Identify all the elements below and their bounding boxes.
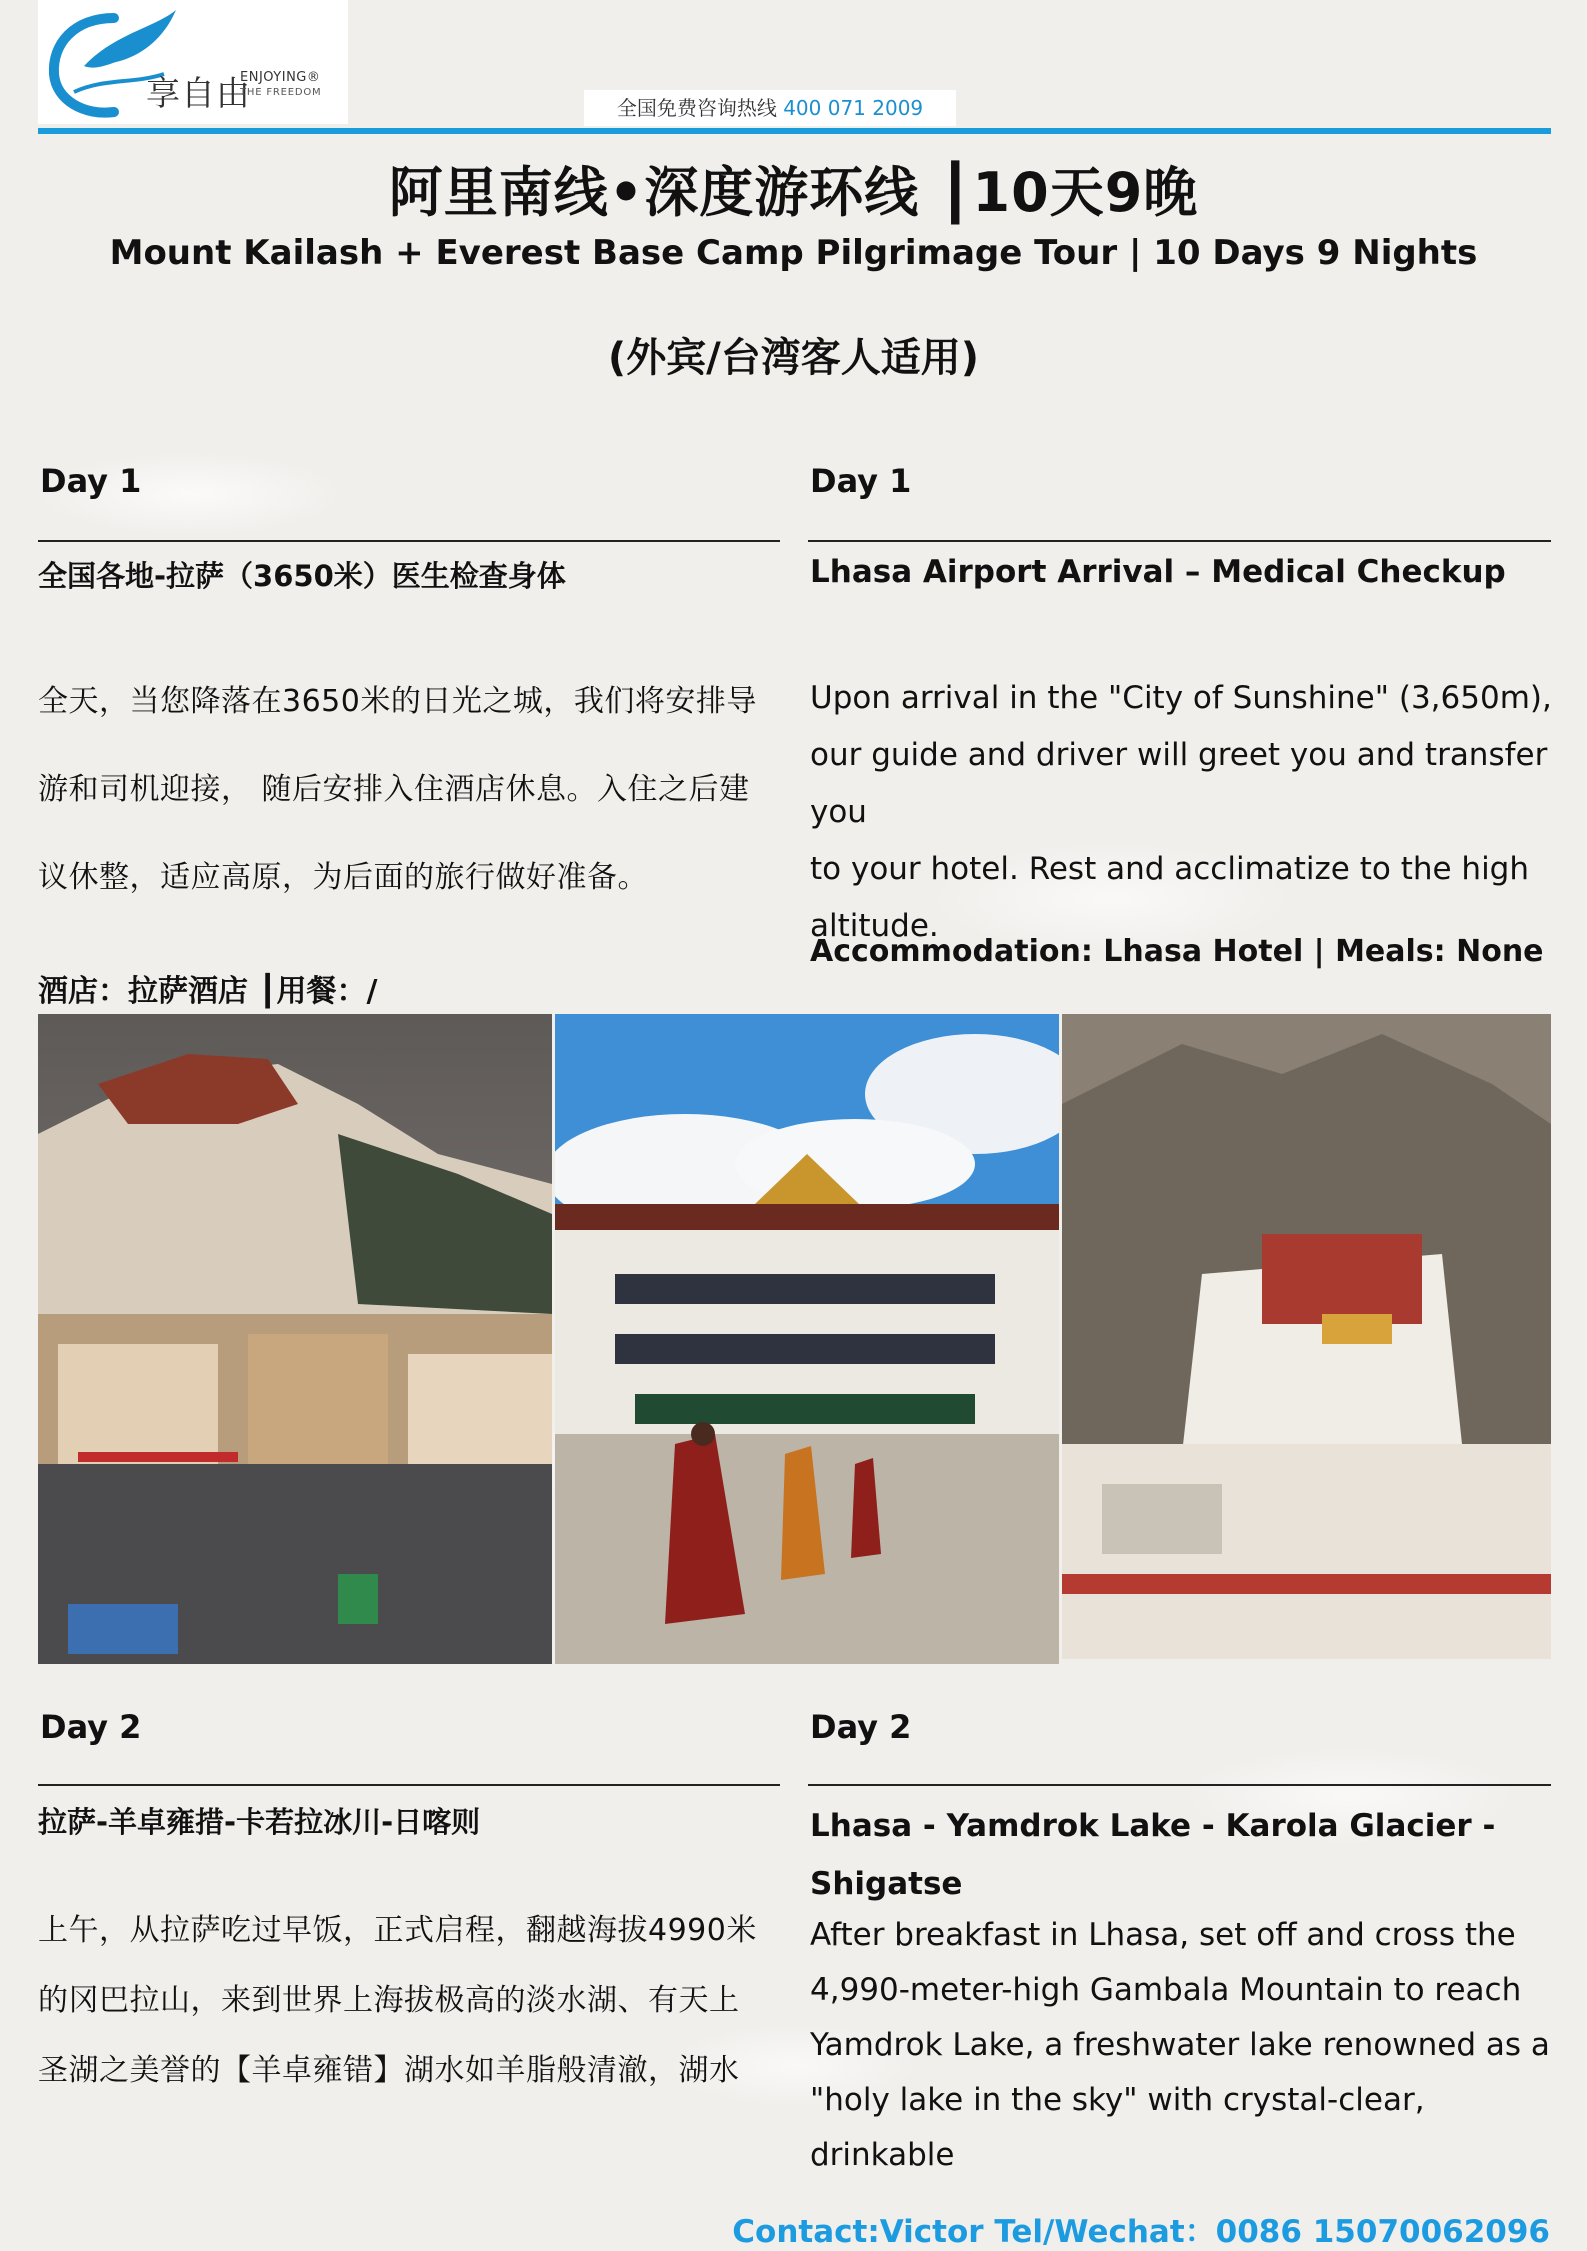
potala-city-image bbox=[38, 1014, 552, 1664]
day2-cn-divider bbox=[38, 1784, 780, 1786]
potala-palace-mountain-photo bbox=[1062, 1014, 1551, 1659]
day1-cn-line: 游和司机迎接， 随后安排入住酒店休息。入住之后建 bbox=[38, 772, 750, 807]
day2-cn-heading: 拉萨-羊卓雍措-卡若拉冰川-日喀则 bbox=[38, 1805, 481, 1839]
potala-city-photo bbox=[38, 1014, 552, 1664]
day2-cn-line: 圣湖之美誉的【羊卓雍错】湖水如羊脂般清澈，湖水 bbox=[38, 2053, 740, 2088]
day1-en-label: Day 1 bbox=[810, 462, 912, 500]
day2-cn-label: Day 2 bbox=[40, 1708, 142, 1746]
day2-en-line: Yamdrok Lake, a freshwater lake renowned as a bbox=[810, 2027, 1550, 2063]
day1-cn-heading: 全国各地-拉萨（3650米）医生检查身体 bbox=[38, 559, 566, 593]
day1-en-body bbox=[810, 670, 1555, 955]
day1-en-meals: Accommodation: Lhasa Hotel | Meals: None bbox=[810, 934, 1544, 969]
logo bbox=[38, 0, 348, 124]
day1-cn-label: Day 1 bbox=[40, 462, 142, 500]
day2-en-heading bbox=[810, 1796, 1495, 1914]
day1-en-heading: Lhasa Airport Arrival – Medical Checkup bbox=[810, 554, 1506, 590]
day2-en-label: Day 2 bbox=[810, 1708, 912, 1746]
day2-en-body bbox=[810, 1908, 1555, 2183]
day1-cn-meals: 酒店：拉萨酒店 ┃用餐：/ bbox=[38, 974, 378, 1009]
title-english: Mount Kailash + Everest Base Camp Pilgrimage Tour | 10 Days 9 Nights bbox=[109, 233, 1478, 273]
logo-chinese-name: 享自由 bbox=[146, 74, 251, 114]
day2-en-heading-line: Lhasa - Yamdrok Lake - Karola Glacier - bbox=[810, 1808, 1496, 1844]
contact-info[interactable]: Contact:Victor Tel/Wechat：0086 15070062096 bbox=[732, 2214, 1550, 2250]
logo-english-line1: ENJOYING® bbox=[240, 70, 321, 85]
day1-cn-line: 全天，当您降落在3650米的日光之城，我们将安排导 bbox=[38, 684, 757, 719]
day1-en-line: Upon arrival in the "City of Sunshine" (3,650m), bbox=[810, 680, 1552, 716]
logo-english-line2: THE FREEDOM bbox=[240, 87, 322, 98]
jokhang-temple-monks-photo bbox=[555, 1014, 1059, 1664]
day2-cn-line: 上午，从拉萨吃过早饭，正式启程，翻越海拔4990米 bbox=[38, 1913, 757, 1948]
day2-en-line: 4,990-meter-high Gambala Mountain to reach bbox=[810, 1972, 1522, 2008]
day1-cn-body bbox=[38, 658, 788, 922]
day2-en-heading-line: Shigatse bbox=[810, 1866, 963, 1902]
day2-en-line: "holy lake in the sky" with crystal-clear, drinkable bbox=[810, 2082, 1425, 2173]
jokhang-temple-image bbox=[555, 1014, 1059, 1664]
hotline-label: 全国免费咨询热线 bbox=[616, 96, 777, 120]
header-divider bbox=[38, 128, 1551, 134]
day2-en-line: After breakfast in Lhasa, set off and cross the bbox=[810, 1917, 1516, 1953]
day1-en-line: to your hotel. Rest and acclimatize to the high bbox=[810, 851, 1530, 887]
audience-note: (外宾/台湾客人适用) bbox=[607, 335, 980, 381]
day2-cn-body bbox=[38, 1896, 798, 2106]
hotline-number[interactable]: 400 071 2009 bbox=[783, 96, 924, 120]
day1-cn-divider bbox=[38, 540, 780, 542]
day1-en-line: altitude. bbox=[810, 908, 939, 944]
hotline-banner bbox=[584, 90, 956, 126]
day1-cn-line: 议休整，适应高原，为后面的旅行做好准备。 bbox=[38, 860, 648, 895]
title-chinese: 阿里南线•深度游环线 ┃10天9晚 bbox=[388, 161, 1199, 224]
potala-palace-image bbox=[1062, 1014, 1551, 1659]
day1-en-line: our guide and driver will greet you and transfer you bbox=[810, 737, 1548, 830]
day2-en-divider bbox=[808, 1784, 1551, 1786]
day2-cn-line: 的冈巴拉山，来到世界上海拔极高的淡水湖、有天上 bbox=[38, 1983, 740, 2018]
